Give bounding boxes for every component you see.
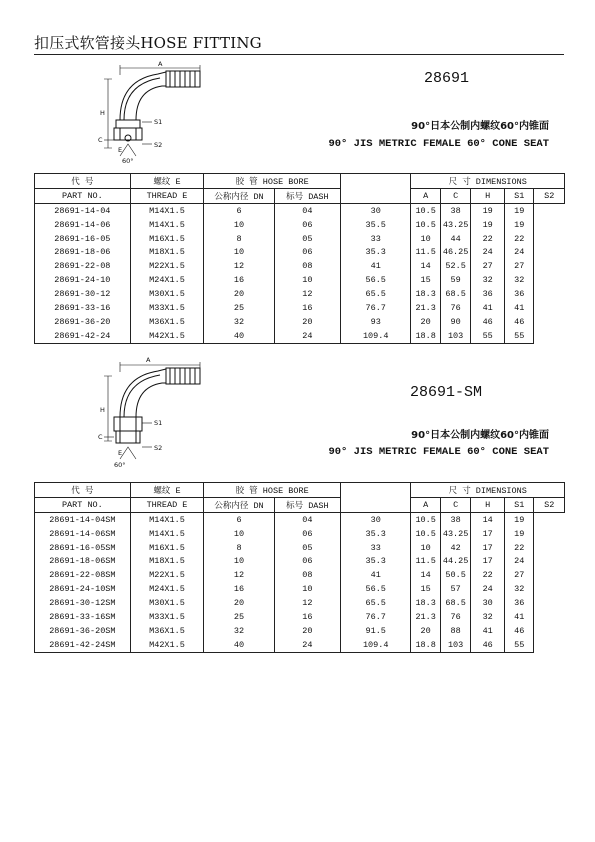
col-header-h: H: [471, 188, 505, 203]
cell-part-no: 28691-18-06: [35, 245, 131, 259]
cell-h: 44.25: [440, 554, 470, 568]
col-header-a: A: [411, 188, 440, 203]
cell-h: 52.5: [440, 259, 470, 273]
dim-label-c: C: [98, 433, 103, 441]
page-title: 扣压式软管接头HOSE FITTING: [34, 34, 262, 52]
table-row: [35, 329, 565, 343]
cell-dash: 08: [274, 259, 340, 273]
cell-thread: M33X1.5: [130, 301, 204, 315]
cell-dash: 08: [274, 568, 340, 582]
cell-dn: 10: [204, 218, 274, 232]
cell-a: 35.5: [340, 218, 410, 232]
col-header-s2: S2: [534, 188, 565, 203]
cell-a: 35.3: [340, 527, 410, 541]
cell-s1: 41: [471, 301, 505, 315]
cell-thread: M33X1.5: [130, 610, 204, 624]
cell-thread: M42X1.5: [130, 329, 204, 343]
cell-c: 15: [411, 273, 440, 287]
col-header-hose-bore: 胶 管 HOSE BORE: [204, 174, 341, 189]
table-row: [35, 259, 565, 273]
cell-c: 18.3: [411, 287, 440, 301]
cell-s2: 55: [505, 329, 534, 343]
cell-c: 15: [411, 582, 440, 596]
cell-thread: M18X1.5: [130, 554, 204, 568]
cell-part-no: 28691-16-05: [35, 232, 131, 246]
cell-h: 42: [440, 541, 470, 555]
cell-h: 88: [440, 624, 470, 638]
description-cn: 90°日本公制内螺纹60°内锥面: [411, 430, 549, 441]
cell-dn: 20: [204, 596, 274, 610]
cell-dn: 12: [204, 568, 274, 582]
cell-h: 43.25: [440, 527, 470, 541]
table-row: [35, 218, 565, 232]
cell-dn: 8: [204, 232, 274, 246]
dim-label-h: H: [100, 406, 105, 414]
dim-label-s2: S2: [154, 444, 163, 452]
table-row: [35, 287, 565, 301]
cell-thread: M22X1.5: [130, 259, 204, 273]
cell-dash: 20: [274, 315, 340, 329]
cell-s2: 24: [505, 554, 534, 568]
cell-c: 11.5: [411, 554, 440, 568]
cell-part-no: 28691-22-08SM: [35, 568, 131, 582]
dimension-table: [34, 482, 565, 653]
col-header-part-no: PART NO.: [35, 188, 131, 203]
dim-label-s1: S1: [154, 118, 163, 126]
cell-s1: 27: [471, 259, 505, 273]
cell-dn: 32: [204, 624, 274, 638]
cell-c: 18.3: [411, 596, 440, 610]
cell-s1: 17: [471, 527, 505, 541]
dim-label-s1: S1: [154, 419, 163, 427]
cell-s1: 32: [471, 273, 505, 287]
cell-thread: M24X1.5: [130, 273, 204, 287]
part-code: 28691: [424, 70, 470, 87]
cell-dash: 04: [274, 512, 340, 526]
cell-s2: 22: [505, 541, 534, 555]
cell-a: 33: [340, 541, 410, 555]
cell-s1: 46: [471, 638, 505, 652]
table-row: [35, 203, 565, 217]
cell-h: 46.25: [440, 245, 470, 259]
table-row: [35, 273, 565, 287]
cell-s2: 55: [505, 638, 534, 652]
cell-dash: 16: [274, 610, 340, 624]
cell-s1: 22: [471, 568, 505, 582]
col-header-dash: 标号 DASH: [274, 497, 340, 512]
cell-dn: 40: [204, 329, 274, 343]
cell-dn: 32: [204, 315, 274, 329]
table-body: [35, 512, 565, 652]
table-row: [35, 610, 565, 624]
cell-c: 21.3: [411, 301, 440, 315]
col-header-h: H: [471, 497, 505, 512]
col-header-dn: 公称内径 DN: [204, 188, 274, 203]
description-cn: 90°日本公制内螺纹60°内锥面: [411, 121, 549, 132]
cell-thread: M14X1.5: [130, 218, 204, 232]
table-row: [35, 582, 565, 596]
cell-h: 68.5: [440, 287, 470, 301]
cell-dash: 10: [274, 582, 340, 596]
cell-h: 103: [440, 638, 470, 652]
cell-part-no: 28691-33-16: [35, 301, 131, 315]
cell-c: 20: [411, 624, 440, 638]
cell-thread: M14X1.5: [130, 527, 204, 541]
description-en: 90° JIS METRIC FEMALE 60° CONE SEAT: [328, 138, 549, 150]
cell-dn: 16: [204, 582, 274, 596]
cell-c: 20: [411, 315, 440, 329]
dim-label-c: C: [98, 136, 103, 144]
col-header-dimensions: 尺 寸 DIMENSIONS: [411, 483, 565, 498]
cell-a: 56.5: [340, 582, 410, 596]
cell-s1: 24: [471, 582, 505, 596]
cell-thread: M14X1.5: [130, 512, 204, 526]
cell-s1: 14: [471, 512, 505, 526]
cell-s1: 32: [471, 610, 505, 624]
cell-dash: 06: [274, 218, 340, 232]
cell-thread: M36X1.5: [130, 315, 204, 329]
cell-s2: 36: [505, 596, 534, 610]
cell-s1: 46: [471, 315, 505, 329]
cell-a: 41: [340, 259, 410, 273]
cell-c: 21.3: [411, 610, 440, 624]
table-row: [35, 232, 565, 246]
cell-a: 35.3: [340, 245, 410, 259]
cell-s2: 32: [505, 273, 534, 287]
cell-a: 109.4: [340, 638, 410, 652]
cell-a: 30: [340, 512, 410, 526]
table-row: [35, 554, 565, 568]
header-rule: [34, 54, 564, 55]
cell-dash: 16: [274, 301, 340, 315]
cell-c: 10.5: [411, 512, 440, 526]
cell-dn: 25: [204, 610, 274, 624]
cell-thread: M22X1.5: [130, 568, 204, 582]
dim-label-a: A: [158, 60, 163, 68]
cell-dash: 24: [274, 329, 340, 343]
dim-label-e: E: [118, 449, 123, 457]
dimension-table: [34, 173, 565, 344]
cell-dn: 8: [204, 541, 274, 555]
cell-h: 76: [440, 610, 470, 624]
fitting-drawing: [80, 60, 210, 165]
cell-s2: 19: [505, 527, 534, 541]
cell-part-no: 28691-36-20: [35, 315, 131, 329]
cell-h: 68.5: [440, 596, 470, 610]
col-header-c: C: [440, 497, 470, 512]
cell-part-no: 28691-16-05SM: [35, 541, 131, 555]
table-row: [35, 301, 565, 315]
cell-part-no: 28691-14-06: [35, 218, 131, 232]
cell-dn: 10: [204, 245, 274, 259]
cell-thread: M36X1.5: [130, 624, 204, 638]
col-header-dimensions: 尺 寸 DIMENSIONS: [411, 174, 565, 189]
cell-a: 30: [340, 203, 410, 217]
cell-h: 38: [440, 512, 470, 526]
cell-part-no: 28691-14-04: [35, 203, 131, 217]
cell-s2: 19: [505, 218, 534, 232]
cell-dn: 10: [204, 554, 274, 568]
cell-s2: 27: [505, 259, 534, 273]
col-header-thread: THREAD E: [130, 188, 204, 203]
cell-h: 44: [440, 232, 470, 246]
cell-h: 38: [440, 203, 470, 217]
cell-c: 18.8: [411, 638, 440, 652]
cell-a: 65.5: [340, 287, 410, 301]
cell-c: 10.5: [411, 527, 440, 541]
cell-h: 103: [440, 329, 470, 343]
table-row: [35, 527, 565, 541]
cell-dash: 06: [274, 527, 340, 541]
table-row: [35, 541, 565, 555]
cell-dash: 20: [274, 624, 340, 638]
cell-dn: 12: [204, 259, 274, 273]
cell-s2: 19: [505, 203, 534, 217]
cell-s2: 22: [505, 232, 534, 246]
cell-dash: 06: [274, 245, 340, 259]
table-row: [35, 568, 565, 582]
cell-dn: 10: [204, 527, 274, 541]
cell-a: 93: [340, 315, 410, 329]
cell-part-no: 28691-33-16SM: [35, 610, 131, 624]
table-row: [35, 245, 565, 259]
cell-dn: 40: [204, 638, 274, 652]
cell-a: 65.5: [340, 596, 410, 610]
cell-c: 11.5: [411, 245, 440, 259]
cell-dn: 20: [204, 287, 274, 301]
cell-dn: 25: [204, 301, 274, 315]
col-header-c: C: [440, 188, 470, 203]
cell-dash: 05: [274, 232, 340, 246]
cell-s2: 19: [505, 512, 534, 526]
cell-thread: M16X1.5: [130, 541, 204, 555]
col-header-hose-bore: 胶 管 HOSE BORE: [204, 483, 341, 498]
cell-part-no: 28691-14-04SM: [35, 512, 131, 526]
cell-part-no: 28691-42-24: [35, 329, 131, 343]
cell-h: 57: [440, 582, 470, 596]
cell-c: 10: [411, 541, 440, 555]
cell-s2: 24: [505, 245, 534, 259]
cell-c: 10.5: [411, 218, 440, 232]
blank-column: [340, 483, 410, 513]
dim-label-a: A: [146, 356, 151, 364]
table-body: [35, 203, 565, 343]
cell-thread: M30X1.5: [130, 287, 204, 301]
cell-c: 14: [411, 259, 440, 273]
cell-dash: 12: [274, 596, 340, 610]
cell-c: 10.5: [411, 203, 440, 217]
cell-s1: 17: [471, 554, 505, 568]
cell-thread: M42X1.5: [130, 638, 204, 652]
cell-dash: 10: [274, 273, 340, 287]
cell-part-no: 28691-24-10SM: [35, 582, 131, 596]
cell-part-no: 28691-30-12SM: [35, 596, 131, 610]
cell-dn: 16: [204, 273, 274, 287]
cell-dash: 24: [274, 638, 340, 652]
col-header-s1: S1: [505, 497, 534, 512]
cell-s1: 17: [471, 541, 505, 555]
cell-part-no: 28691-18-06SM: [35, 554, 131, 568]
cell-c: 10: [411, 232, 440, 246]
table-row: [35, 315, 565, 329]
cell-a: 56.5: [340, 273, 410, 287]
cell-dash: 05: [274, 541, 340, 555]
dim-label-h: H: [100, 109, 105, 117]
blank-column: [340, 174, 410, 204]
cell-dash: 04: [274, 203, 340, 217]
dim-label-s2: S2: [154, 141, 163, 149]
table-row: [35, 512, 565, 526]
cell-s1: 19: [471, 218, 505, 232]
cell-s1: 24: [471, 245, 505, 259]
cell-h: 59: [440, 273, 470, 287]
cell-a: 109.4: [340, 329, 410, 343]
cell-s2: 41: [505, 610, 534, 624]
cell-h: 90: [440, 315, 470, 329]
col-header-s1: S1: [505, 188, 534, 203]
cell-part-no: 28691-30-12: [35, 287, 131, 301]
cell-part-no: 28691-22-08: [35, 259, 131, 273]
col-header-part-cn: 代 号: [35, 174, 131, 189]
cell-thread: M16X1.5: [130, 232, 204, 246]
cell-s2: 46: [505, 624, 534, 638]
cell-thread: M24X1.5: [130, 582, 204, 596]
col-header-s2: S2: [534, 497, 565, 512]
cell-dn: 6: [204, 203, 274, 217]
cell-a: 41: [340, 568, 410, 582]
dim-label-angle: 60°: [122, 157, 134, 165]
cell-s2: 46: [505, 315, 534, 329]
col-header-thread: THREAD E: [130, 497, 204, 512]
cell-part-no: 28691-14-06SM: [35, 527, 131, 541]
cell-thread: M30X1.5: [130, 596, 204, 610]
dim-label-angle: 60°: [114, 461, 126, 469]
cell-h: 43.25: [440, 218, 470, 232]
col-header-dn: 公称内径 DN: [204, 497, 274, 512]
cell-dn: 6: [204, 512, 274, 526]
col-header-dash: 标号 DASH: [274, 188, 340, 203]
cell-c: 14: [411, 568, 440, 582]
part-code: 28691-SM: [410, 384, 483, 401]
table-row: [35, 596, 565, 610]
fitting-drawing: [80, 355, 210, 470]
cell-a: 76.7: [340, 610, 410, 624]
cell-s2: 27: [505, 568, 534, 582]
cell-dash: 06: [274, 554, 340, 568]
col-header-a: A: [411, 497, 440, 512]
cell-a: 35.3: [340, 554, 410, 568]
cell-part-no: 28691-42-24SM: [35, 638, 131, 652]
cell-s1: 30: [471, 596, 505, 610]
cell-part-no: 28691-24-10: [35, 273, 131, 287]
col-header-thread-cn: 螺纹 E: [130, 174, 204, 189]
cell-part-no: 28691-36-20SM: [35, 624, 131, 638]
cell-s1: 41: [471, 624, 505, 638]
dim-label-e: E: [118, 146, 123, 154]
cell-thread: M18X1.5: [130, 245, 204, 259]
table-row: [35, 638, 565, 652]
col-header-part-no: PART NO.: [35, 497, 131, 512]
cell-s2: 32: [505, 582, 534, 596]
col-header-thread-cn: 螺纹 E: [130, 483, 204, 498]
cell-s2: 41: [505, 301, 534, 315]
cell-s1: 36: [471, 287, 505, 301]
cell-s1: 55: [471, 329, 505, 343]
cell-a: 33: [340, 232, 410, 246]
table-row: [35, 624, 565, 638]
cell-s2: 36: [505, 287, 534, 301]
cell-thread: M14X1.5: [130, 203, 204, 217]
cell-h: 50.5: [440, 568, 470, 582]
cell-a: 76.7: [340, 301, 410, 315]
cell-dash: 12: [274, 287, 340, 301]
cell-a: 91.5: [340, 624, 410, 638]
cell-s1: 19: [471, 203, 505, 217]
col-header-part-cn: 代 号: [35, 483, 131, 498]
cell-s1: 22: [471, 232, 505, 246]
cell-c: 18.8: [411, 329, 440, 343]
description-en: 90° JIS METRIC FEMALE 60° CONE SEAT: [328, 446, 549, 458]
cell-h: 76: [440, 301, 470, 315]
